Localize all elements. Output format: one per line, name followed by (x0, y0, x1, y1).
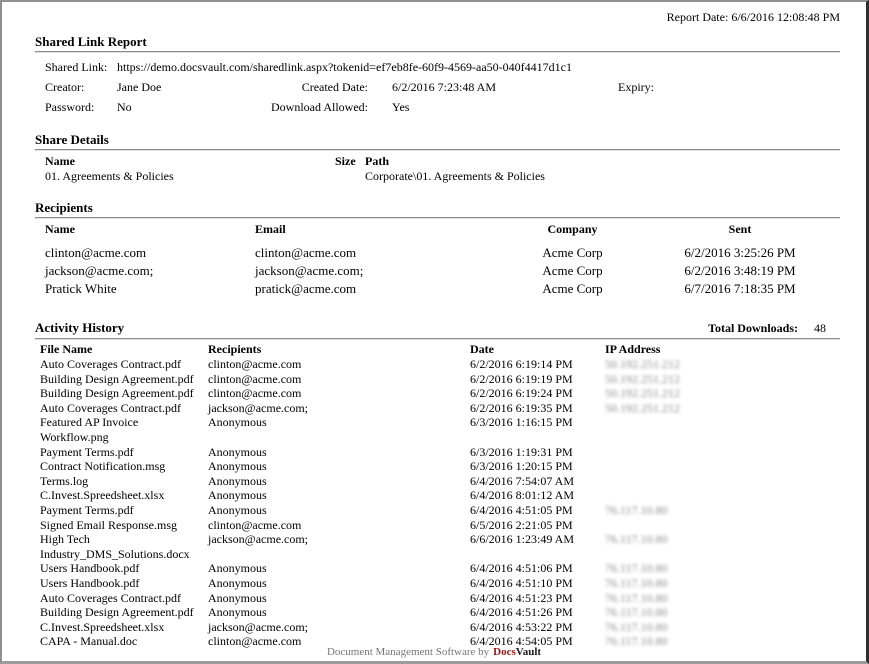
activity-row (40, 532, 840, 561)
activity-date: 6/3/2016 1:19:31 PM (470, 444, 573, 459)
activity-file-name: High Tech Industry_DMS_Solutions.docx (40, 532, 190, 561)
activity-row (40, 503, 840, 518)
activity-date: 6/2/2016 6:19:24 PM (470, 386, 573, 401)
share-details-title: Share Details (35, 132, 109, 147)
recipient-sent: 6/2/2016 3:25:26 PM (684, 245, 796, 260)
creator-value: Jane Doe (117, 80, 162, 94)
recipient-sent: 6/2/2016 3:48:19 PM (684, 263, 796, 278)
recipient-email: clinton@acme.com (255, 245, 357, 260)
activity-recipients: Anonymous (208, 561, 267, 576)
activity-row (40, 386, 840, 401)
expiry-value (583, 100, 840, 115)
activity-file-name: CAPA - Manual.doc (40, 634, 138, 649)
activity-row (40, 488, 840, 503)
activity-recipients: jackson@acme.com; (208, 400, 309, 415)
activity-recipients: clinton@acme.com (208, 386, 302, 401)
activity-recipients: Anonymous (208, 502, 267, 517)
share-details-table (35, 154, 840, 184)
share-details-header-name: Name (45, 154, 75, 168)
activity-file-name: Building Design Agreement.pdf (40, 386, 194, 401)
activity-header-row (40, 342, 840, 357)
activity-row (40, 518, 840, 533)
recipients-divider (35, 217, 840, 219)
activity-row (40, 561, 840, 576)
activity-file-name: Terms.log (40, 473, 89, 488)
activity-date: 6/4/2016 4:51:05 PM (470, 502, 573, 517)
activity-ip-address: 50.192.251.212 (605, 357, 680, 371)
report-date-value: 6/6/2016 12:08:48 PM (731, 10, 840, 24)
activity-file-name: C.Invest.Spreedsheet.xlsx (40, 488, 165, 503)
title-divider (35, 51, 840, 53)
activity-recipients: jackson@acme.com; (208, 532, 309, 547)
activity-recipients: clinton@acme.com (208, 371, 302, 386)
activity-date: 6/3/2016 1:20:15 PM (470, 459, 573, 474)
activity-header-ip: IP Address (605, 342, 661, 356)
share-details-header-size: Size (335, 154, 356, 168)
activity-file-name: Contract Notification.msg (40, 459, 166, 474)
activity-table (35, 342, 840, 649)
total-downloads (708, 321, 840, 336)
activity-file-name: Auto Coverages Contract.pdf (40, 590, 181, 605)
footer (2, 646, 866, 658)
recipient-name: Pratick White (45, 281, 117, 296)
activity-file-name: Payment Terms.pdf (40, 502, 134, 517)
activity-date: 6/2/2016 6:19:35 PM (470, 400, 573, 415)
share-details-header-path: Path (365, 154, 389, 168)
activity-recipients: Anonymous (208, 488, 267, 503)
activity-file-name: Payment Terms.pdf (40, 444, 134, 459)
recipient-company: Acme Corp (542, 281, 603, 296)
recipient-company: Acme Corp (542, 245, 603, 260)
activity-ip-address: 76.117.10.80 (605, 634, 668, 649)
link-info-section (35, 60, 840, 115)
share-item-path: Corporate\01. Agreements & Policies (365, 169, 545, 183)
activity-file-name: Auto Coverages Contract.pdf (40, 400, 181, 415)
download-allowed-label: Download Allowed: (271, 100, 368, 114)
password-label: Password: (45, 100, 95, 114)
activity-file-name: Signed Email Response.msg (40, 517, 177, 532)
activity-header-file-name: File Name (40, 342, 93, 356)
activity-file-name: Building Design Agreement.pdf (40, 371, 194, 386)
activity-recipients: Anonymous (208, 473, 267, 488)
activity-file-name: Users Handbook.pdf (40, 575, 140, 590)
created-date-label: Created Date: (301, 80, 368, 94)
brand-docs: Docs (493, 646, 516, 658)
brand-vault: Vault (515, 646, 542, 658)
activity-recipients: jackson@acme.com; (208, 619, 309, 634)
activity-row (40, 620, 840, 635)
activity-ip-address: 50.192.251.212 (605, 386, 680, 401)
activity-ip-address: 76.117.10.80 (605, 502, 668, 517)
share-details-divider (35, 149, 840, 151)
docsvault-brand-link[interactable] (493, 646, 541, 658)
activity-ip-address (605, 474, 840, 489)
recipient-sent: 6/7/2016 7:18:35 PM (684, 281, 796, 296)
activity-row (40, 459, 840, 474)
report-date (35, 10, 840, 24)
activity-date: 6/4/2016 4:51:23 PM (470, 590, 573, 605)
activity-row (40, 415, 840, 444)
footer-text: Document Management Software by (326, 646, 490, 658)
activity-ip-address: 76.117.10.80 (605, 619, 668, 634)
activity-ip-address (605, 518, 840, 533)
activity-ip-address (605, 488, 840, 503)
activity-recipients: clinton@acme.com (208, 357, 302, 371)
recipient-row (45, 280, 840, 298)
activity-row (40, 576, 840, 591)
shared-link-label: Shared Link: (45, 60, 108, 74)
activity-ip-address (605, 445, 840, 460)
share-item-name: 01. Agreements & Policies (45, 169, 174, 183)
activity-date: 6/2/2016 6:19:14 PM (470, 357, 573, 371)
recipients-header-company: Company (547, 222, 598, 236)
total-downloads-label: Total Downloads: (708, 321, 798, 335)
recipient-row (45, 262, 840, 280)
activity-recipients: Anonymous (208, 575, 267, 590)
total-downloads-value: 48 (814, 321, 826, 335)
activity-date: 6/4/2016 7:54:07 AM (470, 473, 575, 488)
activity-ip-address: 50.192.251.212 (605, 400, 680, 415)
recipient-company: Acme Corp (542, 263, 603, 278)
activity-row (40, 357, 840, 372)
activity-header-date: Date (470, 342, 494, 356)
activity-file-name: C.Invest.Spreedsheet.xlsx (40, 619, 165, 634)
activity-history-divider (35, 338, 840, 340)
activity-date: 6/4/2016 4:51:10 PM (470, 575, 573, 590)
recipients-header-name: Name (45, 222, 75, 236)
activity-history-header (35, 321, 840, 336)
activity-date: 6/4/2016 4:51:26 PM (470, 605, 573, 620)
recipient-email: jackson@acme.com; (255, 263, 364, 278)
recipients-header-email: Email (255, 222, 286, 236)
creator-label: Creator: (45, 80, 85, 94)
activity-recipients: Anonymous (208, 444, 267, 459)
activity-ip-address (605, 415, 840, 444)
activity-ip-address: 76.117.10.80 (605, 605, 668, 620)
recipient-row (45, 244, 840, 262)
created-date-value: 6/2/2016 7:23:48 AM (392, 80, 497, 94)
activity-ip-address: 76.117.10.80 (605, 590, 668, 605)
activity-recipients: clinton@acme.com (208, 634, 302, 649)
recipient-email: pratick@acme.com (255, 281, 357, 296)
activity-ip-address (605, 459, 840, 474)
activity-file-name: Auto Coverages Contract.pdf (40, 357, 181, 371)
activity-history-title: Activity History (35, 320, 125, 335)
activity-row (40, 372, 840, 387)
activity-date: 6/4/2016 4:51:06 PM (470, 561, 573, 576)
shared-link-url: https://demo.docsvault.com/sharedlink.aspx?tokenid=ef7eb8fe-60f9-4569-aa50-040f4417d1c1 (117, 60, 572, 74)
activity-row (40, 474, 840, 489)
download-allowed-value: Yes (392, 100, 410, 114)
activity-row (40, 605, 840, 620)
activity-date: 6/5/2016 2:21:05 PM (470, 517, 573, 532)
activity-date: 6/3/2016 1:16:15 PM (470, 415, 573, 430)
activity-recipients: clinton@acme.com (208, 517, 302, 532)
recipient-name: clinton@acme.com (45, 245, 147, 260)
activity-date: 6/2/2016 6:19:19 PM (470, 371, 573, 386)
activity-ip-address: 76.117.10.80 (605, 575, 668, 590)
activity-date: 6/4/2016 4:54:05 PM (470, 634, 573, 649)
recipients-header-row (35, 222, 840, 237)
activity-row (40, 445, 840, 460)
activity-date: 6/6/2016 1:23:49 AM (470, 532, 575, 547)
activity-ip-address: 50.192.251.212 (605, 371, 680, 386)
activity-date: 6/4/2016 8:01:12 AM (470, 488, 575, 503)
expiry-label: Expiry: (618, 80, 654, 94)
recipients-title: Recipients (35, 200, 93, 215)
activity-row (40, 401, 840, 416)
activity-date: 6/4/2016 4:53:22 PM (470, 619, 573, 634)
activity-row (40, 591, 840, 606)
activity-file-name: Building Design Agreement.pdf (40, 605, 194, 620)
recipient-name: jackson@acme.com; (45, 263, 154, 278)
activity-file-name: Users Handbook.pdf (40, 561, 140, 576)
report-date-label: Report Date: (666, 10, 729, 24)
password-value: No (117, 100, 132, 114)
activity-recipients: Anonymous (208, 415, 267, 430)
activity-recipients: Anonymous (208, 459, 267, 474)
recipients-table (35, 244, 840, 298)
recipients-header-sent: Sent (728, 222, 752, 236)
activity-recipients: Anonymous (208, 590, 267, 605)
page-title: Shared Link Report (35, 34, 147, 49)
activity-ip-address: 76.117.10.80 (605, 532, 668, 547)
activity-header-recipients: Recipients (208, 342, 262, 356)
activity-recipients: Anonymous (208, 605, 267, 620)
activity-ip-address: 76.117.10.80 (605, 561, 668, 576)
activity-file-name: Featured AP Invoice Workflow.png (40, 415, 139, 444)
share-item-size (335, 169, 365, 184)
